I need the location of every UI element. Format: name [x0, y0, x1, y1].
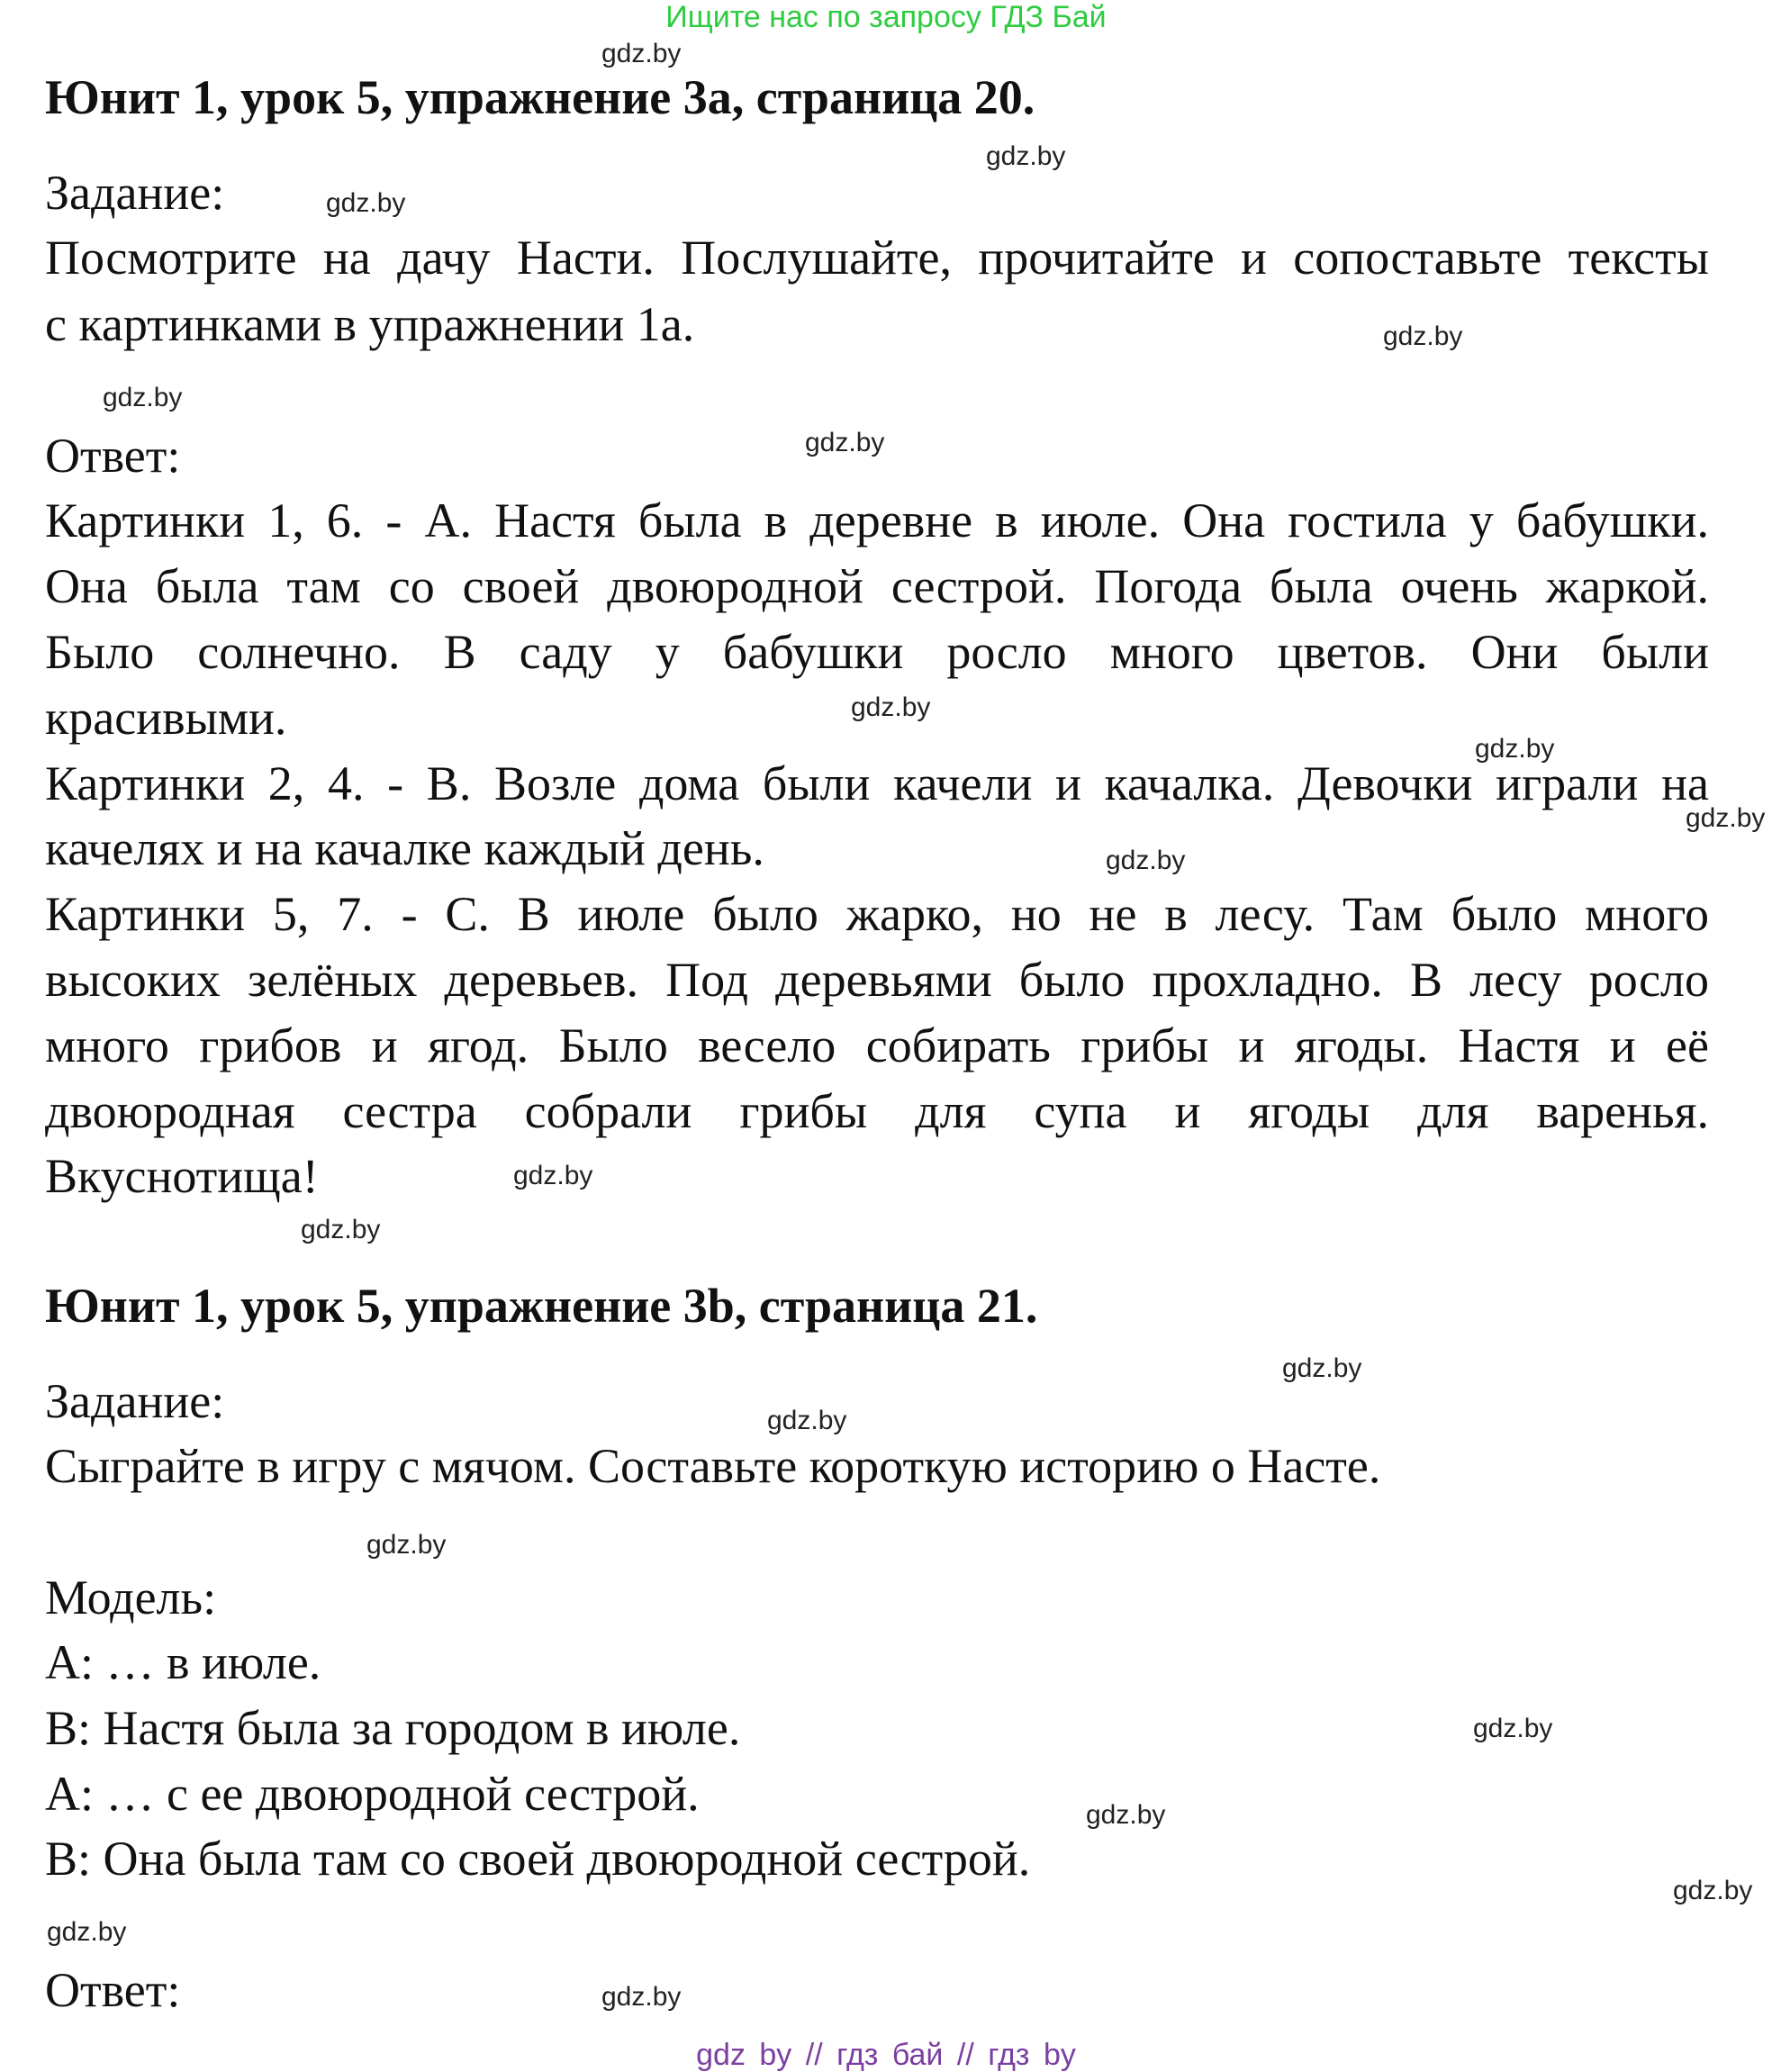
- section1-answer-line: качелях и на качалке каждый день.: [45, 821, 764, 875]
- section1-task-label: Задание:: [45, 166, 225, 220]
- watermark: gdz.by: [1673, 1876, 1753, 1905]
- section2-answer-label: Ответ:: [45, 1963, 181, 2017]
- section1-answer-line: Картинки 5, 7. - С. В июле было жарко, но не в лесу. Там было много: [45, 887, 1709, 941]
- section1-answer-line: двоюродная сестра собрали грибы для супа и ягоды для варенья.: [45, 1084, 1709, 1138]
- footer-links[interactable]: gdz by // гдз бай // гдз by: [696, 2038, 1076, 2072]
- watermark: gdz.by: [601, 39, 682, 68]
- section1-task-line: Посмотрите на дачу Насти. Послушайте, прочитайте и сопоставьте тексты: [45, 231, 1709, 285]
- watermark: gdz.by: [1086, 1800, 1166, 1830]
- section2-model-label: Модель:: [45, 1570, 217, 1624]
- watermark: gdz.by: [326, 188, 406, 218]
- section2-model-line: А: … с ее двоюродной сестрой.: [45, 1767, 700, 1821]
- watermark: gdz.by: [1383, 321, 1463, 351]
- watermark: gdz.by: [366, 1530, 447, 1560]
- section1-answer-line: Было солнечно. В саду у бабушки росло много цветов. Они были: [45, 625, 1709, 679]
- watermark: gdz.by: [767, 1406, 847, 1435]
- watermark: gdz.by: [851, 692, 931, 722]
- search-banner[interactable]: Ищите нас по запросу ГДЗ Бай: [665, 0, 1107, 34]
- section1-answer-line: Вкуснотища!: [45, 1149, 319, 1203]
- section1-answer-line: красивыми.: [45, 691, 287, 745]
- section1-heading: Юнит 1, урок 5, упражнение 3а, страница 20.: [45, 70, 1035, 124]
- section2-heading: Юнит 1, урок 5, упражнение 3b, страница 21.: [45, 1279, 1038, 1333]
- watermark: gdz.by: [47, 1917, 127, 1947]
- watermark: gdz.by: [986, 141, 1066, 171]
- watermark: gdz.by: [1282, 1353, 1362, 1383]
- section2-model-line: В: Настя была за городом в июле.: [45, 1701, 741, 1755]
- watermark: gdz.by: [513, 1161, 593, 1190]
- section1-task-line: с картинками в упражнении 1а.: [45, 297, 695, 351]
- section1-answer-line: высоких зелёных деревьев. Под деревьями было прохладно. В лесу росло: [45, 953, 1709, 1007]
- watermark: gdz.by: [1686, 803, 1766, 833]
- watermark: gdz.by: [1475, 734, 1555, 764]
- section1-answer-label: Ответ:: [45, 429, 181, 483]
- watermark: gdz.by: [805, 428, 885, 457]
- section1-answer-line: Картинки 1, 6. - А. Настя была в деревне в июле. Она гостила у бабушки.: [45, 493, 1709, 547]
- section1-answer-line: много грибов и ягод. Было весело собирать грибы и ягоды. Настя и её: [45, 1018, 1709, 1072]
- section2-model-line: В: Она была там со своей двоюродной сестрой.: [45, 1832, 1031, 1886]
- section2-task-line: Сыграйте в игру с мячом. Составьте короткую историю о Насте.: [45, 1439, 1381, 1493]
- watermark: gdz.by: [1106, 846, 1186, 875]
- section1-answer-line: Картинки 2, 4. - B. Возле дома были качели и качалка. Девочки играли на: [45, 756, 1709, 810]
- section1-answer-line: Она была там со своей двоюродной сестрой. Погода была очень жаркой.: [45, 559, 1709, 613]
- watermark: gdz.by: [301, 1215, 381, 1244]
- section2-task-label: Задание:: [45, 1374, 225, 1428]
- watermark: gdz.by: [103, 383, 183, 412]
- section2-model-line: А: … в июле.: [45, 1635, 321, 1689]
- watermark: gdz.by: [1473, 1714, 1553, 1743]
- watermark: gdz.by: [601, 1982, 682, 2012]
